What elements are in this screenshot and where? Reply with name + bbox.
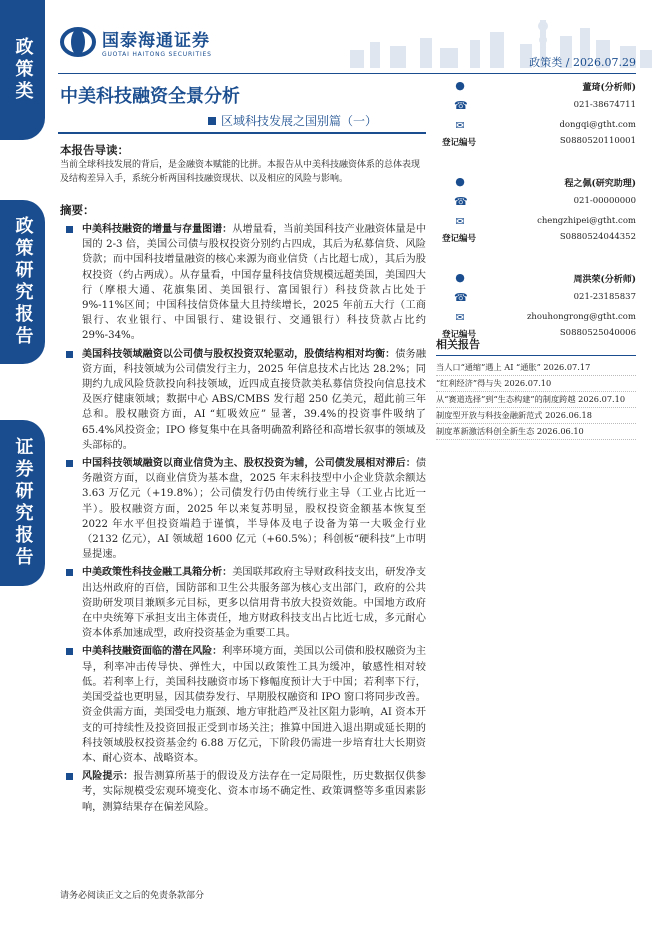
- logo-en: GUOTAI HAITONG SECURITIES: [102, 51, 212, 58]
- author-name: 周洪荣(分析师): [573, 275, 636, 285]
- related-report-link[interactable]: 从“赛道选择”到“生态构建”的制度跨越 2026.07.10: [436, 392, 636, 408]
- author-card: [436, 80, 636, 176]
- author-phone: 021-00000000: [573, 196, 636, 206]
- abstract-item: 中美政策性科技金融工具箱分析：美国联邦政府主导财政科技支出，研发净支出达州政府的百倍，国防部和卫生公共服务部为核心支出部门，政府的公共资助研发项目兼顾多元目标，更多以信用背书放大投资效能。中国地方政府在中央统筹下承担支出主体责任，地方财政科技支出占比近七成，多元耐心资本体系加速成型，政府投资基金为重要工具。: [60, 565, 426, 641]
- side-tab-securities-report: 证券研究报告: [0, 420, 45, 586]
- author-email[interactable]: zhouhongrong@gtht.com: [526, 312, 636, 322]
- phone-icon: ☎: [454, 195, 468, 208]
- report-title: 中美科技融资全景分析: [60, 86, 240, 107]
- registration-number: S0880524044352: [559, 232, 636, 242]
- abstract-list: [60, 222, 426, 818]
- abstract-item: 美国科技领域融资以公司债与股权投资双轮驱动，股债结构相对均衡：债务融资方面，科技领域为公司债发行主力，2025 年信息技术占比达 28.2%；同期约九成风险贷款投向科技领域，近四成直接贷款美私募信贷投向信息技术及医疗健康领域；数据中心 ABS/CMBS 发行超 250 亿美元，超此前三年总和。股权融资方面，AI “虹吸效应” 显著，39.4%的投资事件吸纳了 65.4%风投资金；IPO 修复集中在具备明确盈利路径和高增长叙事的领域及头部标的。: [60, 347, 426, 453]
- guide-text: 当前全球科技发展的背后，是金融资本赋能的比拼。本报告从中美科技融资体系的总体表现及结构差异入手，系统分析两国科技融资现状、以及相应的风险与影响。: [60, 160, 421, 184]
- bullet-icon: [66, 569, 73, 576]
- side-tab-category: 政策类: [0, 0, 45, 140]
- person-icon: ●: [455, 175, 465, 188]
- related-reports: [436, 336, 636, 440]
- author-phone: 021-38674711: [573, 100, 636, 110]
- author-email[interactable]: chengzhipei@gtht.com: [537, 216, 636, 226]
- bullet-icon: [66, 648, 73, 655]
- report-subtitle: 区域科技发展之国别篇（一）: [208, 112, 377, 129]
- title-divider: [58, 132, 426, 134]
- bullet-icon: [66, 226, 73, 233]
- abstract-item: 风险提示：报告测算所基于的假设及方法存在一定局限性，历史数据仅供参考，实际规模受宏观环境变化、资本市场不确定性、政策调整等多重因素影响，测算结果存在偏差风险。: [60, 769, 426, 815]
- related-report-link[interactable]: “红利经济”得与失 2026.07.10: [436, 376, 636, 392]
- abstract-item: 中国科技领域融资以商业信贷为主、股权投资为辅，公司债发展相对滞后：债务融资方面，以商业信贷为基本盘，2025 年末科技型中小企业贷款余额达 3.63 万亿元（+19.8%）；公司债发行仍由传统行业主导（工业占比近一半）。股权融资方面，2025 年以来复苏明显，股权投资金额基本恢复至 2022 年水平但投资端趋于谨慎，半导体及电子设备为第一大吸金行业（2132 亿元），AI 领域超 1600 亿元（+60.5%）；科创板“硬科技”上市明显提速。: [60, 456, 426, 562]
- registration-label: 登记编号: [442, 234, 477, 244]
- square-bullet-icon: [208, 117, 216, 125]
- author-email[interactable]: dongqi@gtht.com: [559, 120, 636, 130]
- registration-label: 登记编号: [442, 330, 477, 340]
- phone-icon: ☎: [454, 99, 468, 112]
- header-rule: [58, 73, 636, 74]
- author-card: [436, 176, 636, 272]
- person-icon: ●: [455, 79, 465, 92]
- related-report-link[interactable]: 当人口“通缩”遇上 AI “通胀” 2026.07.17: [436, 360, 636, 376]
- author-name: 董琦(分析师): [582, 83, 636, 93]
- related-report-link[interactable]: 制度型开放与科技金融新范式 2026.06.18: [436, 408, 636, 424]
- abstract-heading: 摘要：: [60, 203, 95, 217]
- abstract-item: 中美科技融资的增量与存量图谱：从增量看，当前美国科技产业融资体量是中国的 2-3 倍，美国公司债与股权投资分别约占四成，其后为私募信贷、风险贷款；而中国科技增量融资的核心来源为商业信贷（占比超七成），其后为股权投资（约占两成）。从存量看，中国存量科技信贷规模远超美国，美国四大行（摩根大通、花旗集团、美国银行、富国银行）科技贷款占比处于 9%-11%区间；中国科技信贷体量大且持续增长，2025 年前五大行（工商银行、农业银行、中国银行、建设银行、交通银行）科技贷款占比约 29%-34%。: [60, 222, 426, 344]
- registration-number: S0880525040006: [559, 328, 636, 338]
- mail-icon: ✉: [455, 311, 465, 324]
- bullet-icon: [66, 773, 73, 780]
- registration-number: S0880520110001: [559, 136, 636, 146]
- disclaimer-footer: 请务必阅读正文之后的免责条款部分: [60, 891, 205, 901]
- author-name: 程之佩(研究助理): [564, 179, 636, 189]
- side-tab-report-type: 政策研究报告: [0, 200, 45, 364]
- abstract-item: 中美科技融资面临的潜在风险：利率环境方面，美国以公司债和股权融资为主导，利率冲击传导快、弹性大，中国以政策性工具为缓冲，敏感性相对较低。若利率上行，美国科技融资市场下修幅度预计大于中国；若利率下行，美国受益也更明显，因其债券发行、早期股权融资和 IPO 窗口将同步改善。资金供需方面，美国受电力瓶颈、地方审批趋严及社区阻力影响，AI 资本开支的可持续性及投资回报正受到市场关注；推算中国进入退出期或延长期的科技领域股权投资基金约 6.88 万亿元，下阶段仍需进一步培育壮大长期资本、耐心资本、战略资本。: [60, 644, 426, 766]
- company-logo: [60, 26, 212, 58]
- bullet-icon: [66, 351, 73, 358]
- related-report-link[interactable]: 制度革新激活科创全新生态 2026.06.10: [436, 424, 636, 440]
- author-phone: 021-23185837: [573, 292, 636, 302]
- guide-heading: 本报告导读：: [60, 143, 129, 157]
- report-meta: 政策类 / 2026.07.29: [529, 56, 636, 69]
- logo-name: 国泰海通证券: [102, 31, 210, 51]
- related-heading: 相关报告: [436, 336, 636, 356]
- mail-icon: ✉: [455, 119, 465, 132]
- mail-icon: ✉: [455, 215, 465, 228]
- phone-icon: ☎: [454, 291, 468, 304]
- person-icon: ●: [455, 271, 465, 284]
- registration-label: 登记编号: [442, 138, 477, 148]
- author-list: [436, 80, 636, 368]
- bullet-icon: [66, 460, 73, 467]
- logo-mark-icon: [60, 27, 96, 57]
